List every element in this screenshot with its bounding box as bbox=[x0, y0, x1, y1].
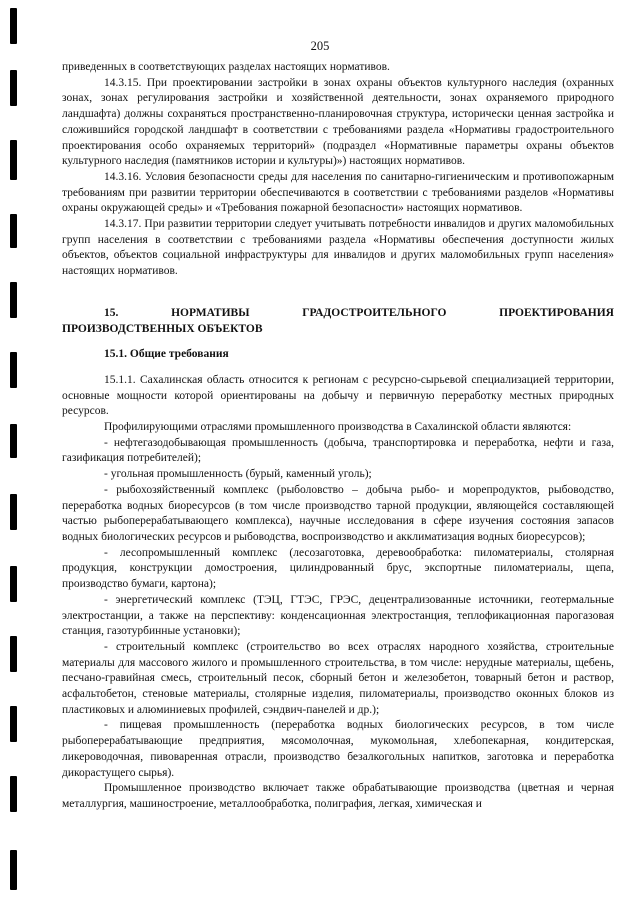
binding-mark bbox=[10, 706, 17, 742]
section-title-word: НОРМАТИВЫ bbox=[171, 306, 250, 319]
binding-mark bbox=[10, 214, 17, 248]
section-title-line2: ПРОИЗВОДСТВЕННЫХ ОБЪЕКТОВ bbox=[62, 322, 263, 335]
paragraph: Промышленное производство включает также обрабатывающие производства (цветная и черная металлургия, машиностроение, металлообработка, полиграфия, легкая, химическая и bbox=[62, 782, 614, 810]
binding-mark bbox=[10, 636, 17, 672]
paragraph: 14.3.16. Условия безопасности среды для населения по санитарно-гигиеническим и противопожарным требованиям при развитии территории обеспечиваются в соответствии с требованиями разделов «Нормативы охраны окружающей среды» и «Требования пожарной безопасности» настоящих нормативов. bbox=[62, 170, 614, 215]
list-item: - нефтегазодобывающая промышленность (добыча, транспортировка и переработка, нефти и газа, газификация потребителей); bbox=[62, 436, 614, 465]
paragraph: 15.1.1. Сахалинская область относится к регионам с ресурсно-сырьевой специализацией территории, основные мощности которой ориентированы на добычу и первичную переработку местных природных ресурсов. bbox=[62, 373, 614, 418]
binding-mark bbox=[10, 424, 17, 458]
binding-mark bbox=[10, 566, 17, 602]
list-item: - рыбохозяйственный комплекс (рыболовство – добыча рыбо- и морепродуктов, рыбоводство, переработка водных биоресурсов (в том числе производство тарной продукции, являющейся составляющей частью рыбоперерабатывающего комплекса), научные исследования в сфере изучения состояния запасов водных биологических ресурсов и рыбоводства, воспроизводство и акклиматизация водных биоресурсов); bbox=[62, 483, 614, 543]
paragraph: приведенных в соответствующих разделах настоящих нормативов. bbox=[62, 61, 390, 73]
binding-mark bbox=[10, 494, 17, 530]
binding-mark bbox=[10, 70, 17, 106]
section-title-word: ГРАДОСТРОИТЕЛЬНОГО bbox=[302, 306, 447, 319]
binding-mark bbox=[10, 140, 17, 180]
section-heading bbox=[62, 306, 614, 337]
paragraph: 14.3.15. При проектировании застройки в зонах охраны объектов культурного наследия (охранных зонах, зонах регулирования застройки и хозяйственной деятельности, зонах охраняемого природного ландшафта) должны сохраняться пространственно-планировочная структура, исторически ценная застройка и сложившийся городской ландшафт в соответствии с требованиями раздела «Нормативы градостроительного проектирования особо охраняемых территорий» (подраздел «Нормативные параметры охраны объектов культурного наследия (памятников истории и культуры)») настоящих нормативов. bbox=[62, 76, 614, 168]
page-content bbox=[62, 60, 614, 813]
binding-mark bbox=[10, 282, 17, 318]
list-item: - пищевая промышленность (переработка водных биологических ресурсов, в том числе рыбоперерабатывающие предприятия, мясомолочная, мукомольная, хлебопекарная, кондитерская, ликероводочная, пивоваренная отрасли, производство безалкогольных напитков, заготовка и переработка дикорастущего сырья). bbox=[62, 719, 614, 779]
page-number: 205 bbox=[310, 39, 330, 53]
binding-mark bbox=[10, 352, 17, 388]
list-item: - угольная промышленность (бурый, каменный уголь); bbox=[104, 468, 372, 481]
binding-mark bbox=[10, 776, 17, 812]
binding-mark bbox=[10, 850, 17, 890]
section-number: 15. bbox=[104, 306, 119, 319]
paragraph: Профилирующими отраслями промышленного производства в Сахалинской области являются: bbox=[104, 421, 572, 434]
subsection-heading: 15.1. Общие требования bbox=[104, 348, 229, 361]
list-item: - лесопромышленный комплекс (лесозаготовка, деревообработка: пиломатериалы, столярная продукция, конструкции домостроения, цилиндрованный брус, экспортные пиломатериалы, щепа, производство бумаги, картона); bbox=[62, 546, 614, 591]
list-item: - энергетический комплекс (ТЭЦ, ГТЭС, ГРЭС, децентрализованные источники, геотермальные электростанции, а также на перспективу: конденсационная электростанция, теплофикационная парогазовая станция, газотурбинные установки); bbox=[62, 593, 614, 638]
section-title-word: ПРОЕКТИРОВАНИЯ bbox=[499, 306, 614, 319]
paragraph: 14.3.17. При развитии территории следует учитывать потребности инвалидов и других маломобильных групп населения в соответствии с требованиями раздела «Нормативы обеспечения доступности жилых объектов, объектов социальной инфраструктуры для инвалидов и других маломобильных групп населения» настоящих нормативов. bbox=[62, 218, 614, 278]
list-item: - строительный комплекс (строительство во всех отраслях народного хозяйства, строительные материалы для массового жилого и промышленного строительства, в том числе: нерудные материалы, щебень, песчано-гравийная смесь, строительный песок, сборный бетон и железобетон, товарный бетон и раствор, асфальтобетон, стеновые материалы, столярные изделия, пиломатериалы, производство оконных блоков из пластиковых и алюминиевых профилей, сэндвич-панелей и др.); bbox=[62, 640, 614, 716]
